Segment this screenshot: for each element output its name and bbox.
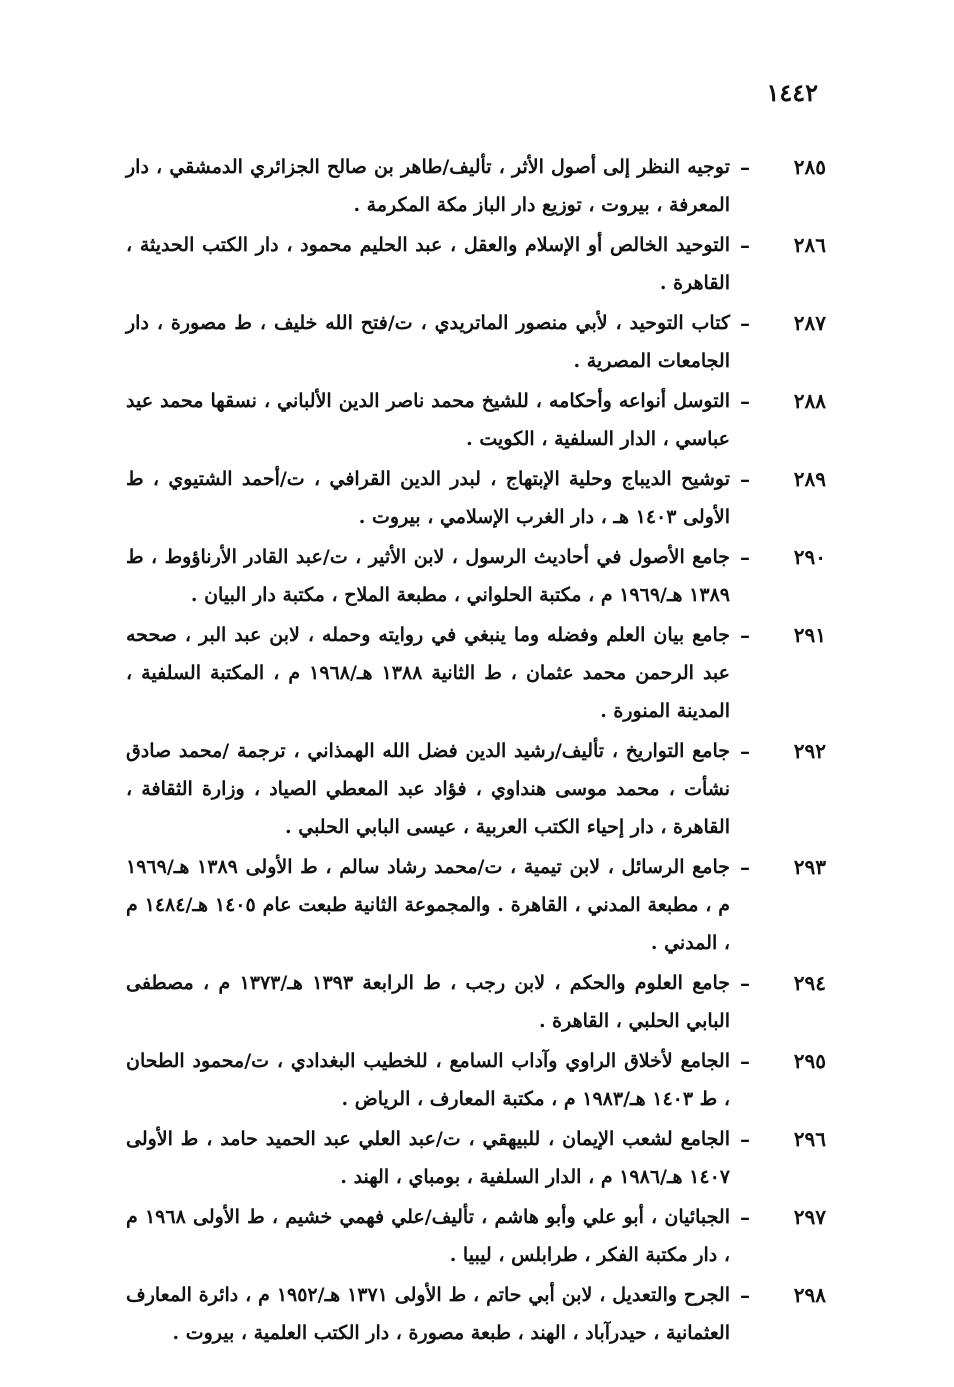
page-number: ١٤٤٢ bbox=[766, 78, 818, 107]
entry-number: ٢٨٥ bbox=[793, 155, 826, 179]
entry-number: ٢٩٧ bbox=[793, 1205, 826, 1229]
entry-number: ٢٨٦ bbox=[793, 233, 826, 257]
bibliography-entry bbox=[126, 304, 826, 380]
entry-dash: – bbox=[740, 389, 750, 413]
entry-number: ٢٩٣ bbox=[793, 855, 826, 879]
entry-number: ٢٩٤ bbox=[793, 971, 826, 995]
entry-number: ٢٩٥ bbox=[793, 1049, 826, 1073]
entry-dash: – bbox=[740, 739, 750, 763]
entry-dash: – bbox=[740, 971, 750, 995]
bibliography-entry bbox=[126, 538, 826, 614]
entry-number: ٢٩٦ bbox=[793, 1127, 826, 1151]
entry-text: الجبائيان ، أبو علي وأبو هاشم ، تأليف/علي فهمي خشيم ، ط الأولى ١٩٦٨ م ، دار مكتبة الفكر ، طرابلس ، ليبيا . bbox=[126, 1206, 730, 1266]
bibliography-entry bbox=[126, 964, 826, 1040]
entry-dash: – bbox=[740, 1205, 750, 1229]
entry-dash: – bbox=[740, 467, 750, 491]
entry-text: توشيح الديباج وحلية الإبتهاج ، لبدر الدين القرافي ، ت/أحمد الشتيوي ، ط الأولى ١٤٠٣ هـ ، دار الغرب الإسلامي ، بيروت . bbox=[126, 468, 730, 528]
entry-text: جامع بيان العلم وفضله وما ينبغي في روايته وحمله ، لابن عبد البر ، صححه عبد الرحمن محمد عثمان ، ط الثانية ١٣٨٨ هـ/١٩٦٨ م ، المكتبة السلفية ، المدينة المنورة . bbox=[126, 624, 730, 722]
entry-text: جامع العلوم والحكم ، لابن رجب ، ط الرابعة ١٣٩٣ هـ/١٣٧٣ م ، مصطفى البابي الحلبي ، القاهرة . bbox=[126, 972, 731, 1032]
entry-text: الجامع لأخلاق الراوي وآداب السامع ، للخطيب البغدادي ، ت/محمود الطحان ، ط ١٤٠٣ هـ/١٩٨٣ م ، مكتبة المعارف ، الرياض . bbox=[126, 1050, 730, 1110]
entry-text: جامع التواريخ ، تأليف/رشيد الدين فضل الله الهمذاني ، ترجمة /محمد صادق نشأت ، محمد موسى هنداوي ، فؤاد عبد المعطي الصياد ، وزارة الثقافة ، القاهرة ، دار إحياء الكتب العربية ، عيسى البابي الحلبي . bbox=[126, 740, 730, 838]
bibliography-entry bbox=[126, 460, 826, 536]
bibliography-entry bbox=[126, 1198, 826, 1274]
entry-number: ٢٩٨ bbox=[793, 1283, 826, 1307]
bibliography-entry bbox=[126, 848, 826, 962]
bibliography-entry bbox=[126, 616, 826, 730]
entry-number: ٢٩١ bbox=[793, 623, 826, 647]
bibliography-entry bbox=[126, 226, 826, 302]
entry-dash: – bbox=[740, 623, 750, 647]
entry-dash: – bbox=[740, 311, 750, 335]
entry-dash: – bbox=[740, 545, 750, 569]
entry-dash: – bbox=[740, 155, 750, 179]
entry-dash: – bbox=[740, 855, 750, 879]
entry-dash: – bbox=[740, 1283, 750, 1307]
bibliography-entry bbox=[126, 382, 826, 458]
entry-number: ٢٩٢ bbox=[793, 739, 826, 763]
entry-dash: – bbox=[740, 233, 750, 257]
bibliography-entry bbox=[126, 1120, 826, 1196]
entry-text: التوسل أنواعه وأحكامه ، للشيخ محمد ناصر الدين الألباني ، نسقها محمد عيد عباسي ، الدار السلفية ، الكويت . bbox=[126, 390, 730, 450]
entry-dash: – bbox=[740, 1127, 750, 1151]
bibliography-list bbox=[126, 148, 826, 1354]
entry-text: الجرح والتعديل ، لابن أبي حاتم ، ط الأولى ١٣٧١ هـ/١٩٥٢ م ، دائرة المعارف العثمانية ، حيدرآباد ، الهند ، طبعة مصورة ، دار الكتب العلمية ، بيروت . bbox=[126, 1284, 730, 1344]
bibliography-entry bbox=[126, 148, 826, 224]
bibliography-entry bbox=[126, 1042, 826, 1118]
entry-text: التوحيد الخالص أو الإسلام والعقل ، عبد الحليم محمود ، دار الكتب الحديثة ، القاهرة . bbox=[126, 234, 730, 294]
entry-text: الجامع لشعب الإيمان ، للبيهقي ، ت/عبد العلي عبد الحميد حامد ، ط الأولى ١٤٠٧ هـ/١٩٨٦ م ، الدار السلفية ، بومباي ، الهند . bbox=[126, 1128, 730, 1188]
entry-text: كتاب التوحيد ، لأبي منصور الماتريدي ، ت/فتح الله خليف ، ط مصورة ، دار الجامعات المصرية . bbox=[126, 312, 730, 372]
entry-text: توجيه النظر إلى أصول الأثر ، تأليف/طاهر بن صالح الجزائري الدمشقي ، دار المعرفة ، بيروت ، توزيع دار الباز مكة المكرمة . bbox=[126, 156, 730, 216]
bibliography-entry bbox=[126, 1276, 826, 1352]
entry-dash: – bbox=[740, 1049, 750, 1073]
entry-number: ٢٨٧ bbox=[793, 311, 826, 335]
entry-number: ٢٩٠ bbox=[793, 545, 826, 569]
entry-text: جامع الرسائل ، لابن تيمية ، ت/محمد رشاد سالم ، ط الأولى ١٣٨٩ هـ/١٩٦٩ م ، مطبعة المدني ، القاهرة . والمجموعة الثانية طبعت عام ١٤٠٥ هـ/١٤٨٤ م ، المدني . bbox=[126, 856, 731, 954]
entry-number: ٢٨٩ bbox=[793, 467, 826, 491]
entry-number: ٢٨٨ bbox=[793, 389, 826, 413]
bibliography-entry bbox=[126, 732, 826, 846]
entry-text: جامع الأصول في أحاديث الرسول ، لابن الأثير ، ت/عبد القادر الأرناؤوط ، ط ١٣٨٩ هـ/١٩٦٩ م ، مكتبة الحلواني ، مطبعة الملاح ، مكتبة دار البيان . bbox=[126, 546, 730, 606]
